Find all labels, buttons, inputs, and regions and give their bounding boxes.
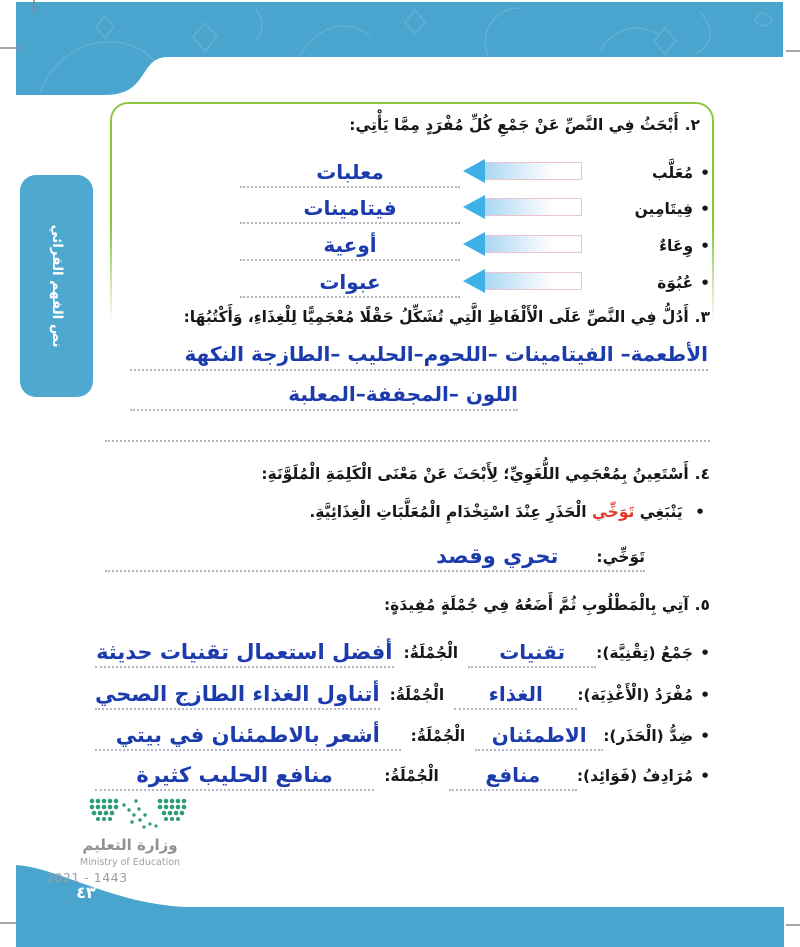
crop-mark [0,47,20,49]
ministry-name-arabic: وزارة التعليم [82,836,178,854]
edition-year: 2021 - 1443 [46,870,128,885]
match-row [240,188,710,224]
singular-word: فِيتَامِين [634,200,694,218]
singular-word: وِعَاءٌ [659,237,694,255]
word-task-label: مُفْرَدُ (الْأَغْذِيَة): [577,686,694,704]
plural-answer: أوعية [240,233,460,261]
bullet-icon: • [700,200,710,218]
word-prompt: تَوَخِّي: [596,548,645,566]
exercise2-question: ٢.أَبْحَثُ فِي النَّصِّ عَنْ جَمْعِ كُلِّ مُفْرَدٍ مِمَّا يَأْتِي: [349,116,700,134]
sentence-answer: أتناول الغذاء الطازج الصحي [95,682,380,710]
match-arrow-icon [484,198,582,216]
bullet-icon: • [695,503,705,521]
match-row [240,152,710,188]
word-row [95,753,710,791]
match-row [240,262,710,298]
singular-word: عُبُوَة [657,274,694,292]
bullet-icon: • [700,767,710,785]
word-task-label: مُرَادِفُ (فَوَائِد): [576,767,694,785]
plural-answer: عبوات [240,270,460,298]
exercise5-question: ٥.آتِي بِالْمَطْلُوبِ ثُمَّ أَضَعُهُ فِي جُمْلَةٍ مُفِيدَةٍ: [383,596,710,614]
exercise5-number: ٥. [694,596,710,614]
ministry-name-english: Ministry of Education [79,857,181,868]
word-row [95,713,710,751]
exercise3-number: ٣. [694,308,710,326]
word-task-label: ضِدُّ (الْحَذَر): [603,727,694,745]
bullet-icon: • [700,274,710,292]
singular-word: مُعَلَّب [651,164,694,182]
match-arrow-icon [484,235,582,253]
exercise4-answer-row [105,538,645,572]
match-arrow-icon [484,162,582,180]
exercise3-question: ٣.أَدُلُّ فِي النَّصِّ عَلَى الْأَلْفَاظِ الَّتِي تُشَكِّلُ حَقْلًا مُعْجَمِيًّا لِلْغِذَاءِ، وَأَكْتُبُهَا: [183,308,710,326]
section-tab-reading-comprehension [20,175,93,397]
bullet-icon: • [700,237,710,255]
exercise4-sentence: • يَنْبَغِي تَوَخِّي الْحَذَرِ عِنْدَ اسْتِخْدَامِ الْمُعَلَّبَاتِ الْغِذَائِيَّةِ. [309,503,705,521]
sentence-answer: أشعر بالاطمئنان في بيتي [95,723,401,751]
exercise3-blank-line [105,420,710,442]
bullet-icon: • [700,644,710,662]
exercise3-answer-line1: الأطعمة– الفيتامينات –اللحوم–الحليب –الطازجة النكهة [130,342,708,371]
section-tab-label: نص الفهم القرائي [48,224,65,348]
sentence-answer: منافع الحليب كثيرة [95,763,374,791]
header-band [0,0,800,100]
sentence-answer: أفضل استعمال تقنيات حديثة [95,640,394,668]
page-number: ٤٣ [76,883,96,902]
sentence-label: الْجُمْلَةُ: [410,727,466,745]
word-answer: الغذاء [454,682,577,710]
crop-mark [786,50,800,52]
meaning-answer: تحري وقصد [436,544,559,568]
bullet-icon: • [700,686,710,704]
word-answer: الاطمئنان [475,723,603,751]
word-row [95,672,710,710]
bullet-icon: • [700,727,710,745]
sentence-label: الْجُمْلَةُ: [389,686,445,704]
match-arrow-icon [484,272,582,290]
word-answer: تقنيات [468,640,596,668]
exercise3-answer-line2: اللون –المجففة–المعلبة [130,382,518,411]
crop-mark [33,0,35,14]
exercise2-number: ٢. [684,116,700,134]
sentence-label: الْجُمْلَةُ: [384,767,439,785]
match-row [240,225,710,261]
plural-answer: فيتامينات [240,196,460,224]
word-task-label: جَمْعُ (تِقْنِيَّة): [596,644,694,662]
exercise4-number: ٤. [694,465,710,483]
sentence-label: الْجُمْلَةُ: [403,644,459,662]
colored-word: تَوَخِّي [591,503,635,521]
plural-answer: معلبات [240,160,460,188]
exercise4-question: ٤.أَسْتَعِينُ بِمُعْجَمِي اللُّغَوِيِّ؛ لِأَبْحَثَ عَنْ مَعْنَى الْكَلِمَةِ الْمُلَوَّنَةِ: [261,465,710,483]
word-answer: منافع [449,763,577,791]
ministry-of-education-logo [88,797,188,833]
bullet-icon: • [700,164,710,182]
word-row [95,630,710,668]
